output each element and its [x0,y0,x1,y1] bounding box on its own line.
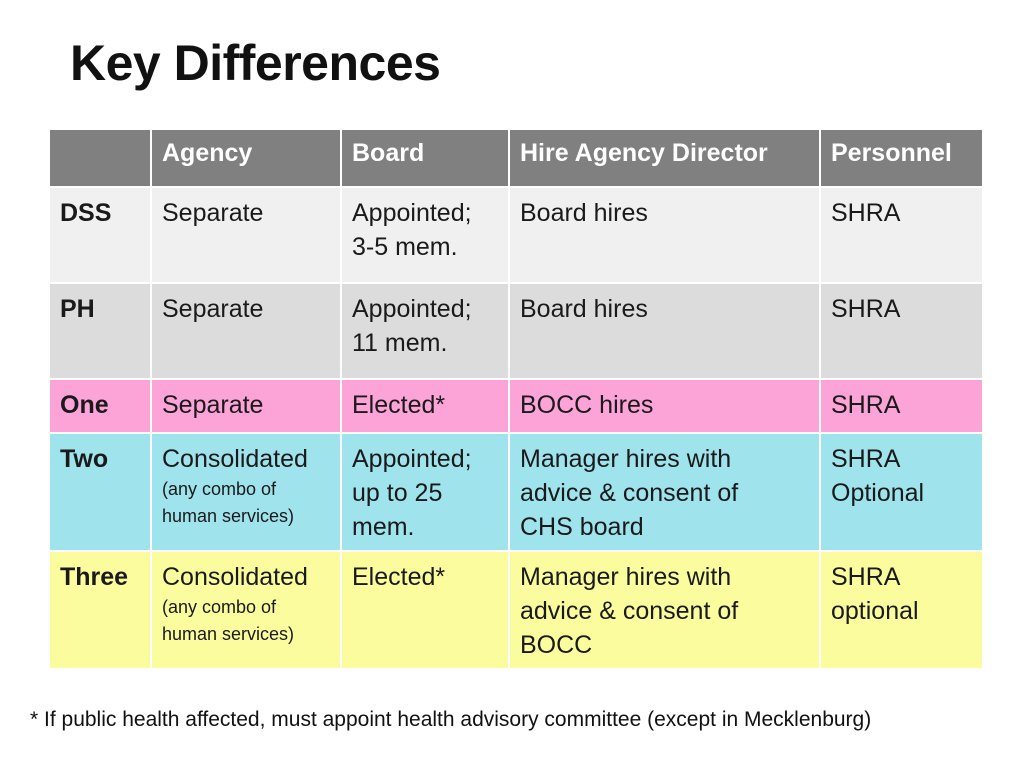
personnel-line: Optional [831,479,925,507]
cell-board [341,551,509,669]
board-line: 11 mem. [352,329,448,357]
cell-hire [509,187,820,283]
footnote: * If public health affected, must appoint health advisory committee (except in Mecklenburg) [30,708,872,731]
board-line: 3-5 mem. [352,233,458,261]
differences-table [48,128,984,670]
header-agency: Agency [151,129,341,187]
board-line: Appointed; [352,199,472,227]
agency-note: (any combo of [162,479,277,499]
personnel-line: SHRA [831,391,901,419]
row-label: PH [49,283,151,379]
personnel-line: optional [831,597,919,625]
cell-personnel [820,187,983,283]
personnel-line: SHRA [831,199,901,227]
table-row-one [49,379,983,433]
table-row-two [49,433,983,551]
board-line: up to 25 [352,479,443,507]
hire-line: CHS board [520,513,644,541]
cell-agency [151,433,341,551]
cell-board [341,433,509,551]
cell-agency [151,187,341,283]
header-hire-agency-director: Hire Agency Director [509,129,820,187]
cell-agency [151,379,341,433]
header-personnel: Personnel [820,129,983,187]
table-row-dss [49,187,983,283]
cell-personnel [820,433,983,551]
cell-agency [151,551,341,669]
board-line: Appointed; [352,445,472,473]
row-label: Three [49,551,151,669]
agency-value: Separate [162,295,264,323]
cell-hire [509,379,820,433]
cell-board [341,379,509,433]
hire-line: advice & consent of [520,479,739,507]
header-board: Board [341,129,509,187]
header-corner [49,129,151,187]
cell-hire [509,551,820,669]
cell-hire [509,283,820,379]
table-row-three [49,551,983,669]
hire-line: BOCC [520,631,593,659]
table-header-row [49,129,983,187]
agency-value: Separate [162,199,264,227]
personnel-line: SHRA [831,295,901,323]
page-title: Key Differences [70,35,441,91]
cell-board [341,283,509,379]
board-line: Appointed; [352,295,472,323]
hire-line: Manager hires with [520,563,732,591]
agency-note: (any combo of [162,597,277,617]
row-label: DSS [49,187,151,283]
hire-line: Board hires [520,295,648,323]
agency-note: human services) [162,506,295,526]
board-line: mem. [352,513,415,541]
cell-hire [509,433,820,551]
hire-line: Manager hires with [520,445,732,473]
cell-agency [151,283,341,379]
agency-value: Consolidated [162,563,308,591]
personnel-line: SHRA [831,563,901,591]
hire-line: Board hires [520,199,648,227]
board-line: Elected* [352,563,446,591]
cell-personnel [820,379,983,433]
row-label: One [49,379,151,433]
cell-personnel [820,283,983,379]
agency-value: Separate [162,391,264,419]
row-label: Two [49,433,151,551]
personnel-line: SHRA [831,445,901,473]
hire-line: advice & consent of [520,597,739,625]
table-row-ph [49,283,983,379]
board-line: Elected* [352,391,446,419]
agency-value: Consolidated [162,445,308,473]
cell-board [341,187,509,283]
agency-note: human services) [162,624,295,644]
hire-line: BOCC hires [520,391,654,419]
cell-personnel [820,551,983,669]
